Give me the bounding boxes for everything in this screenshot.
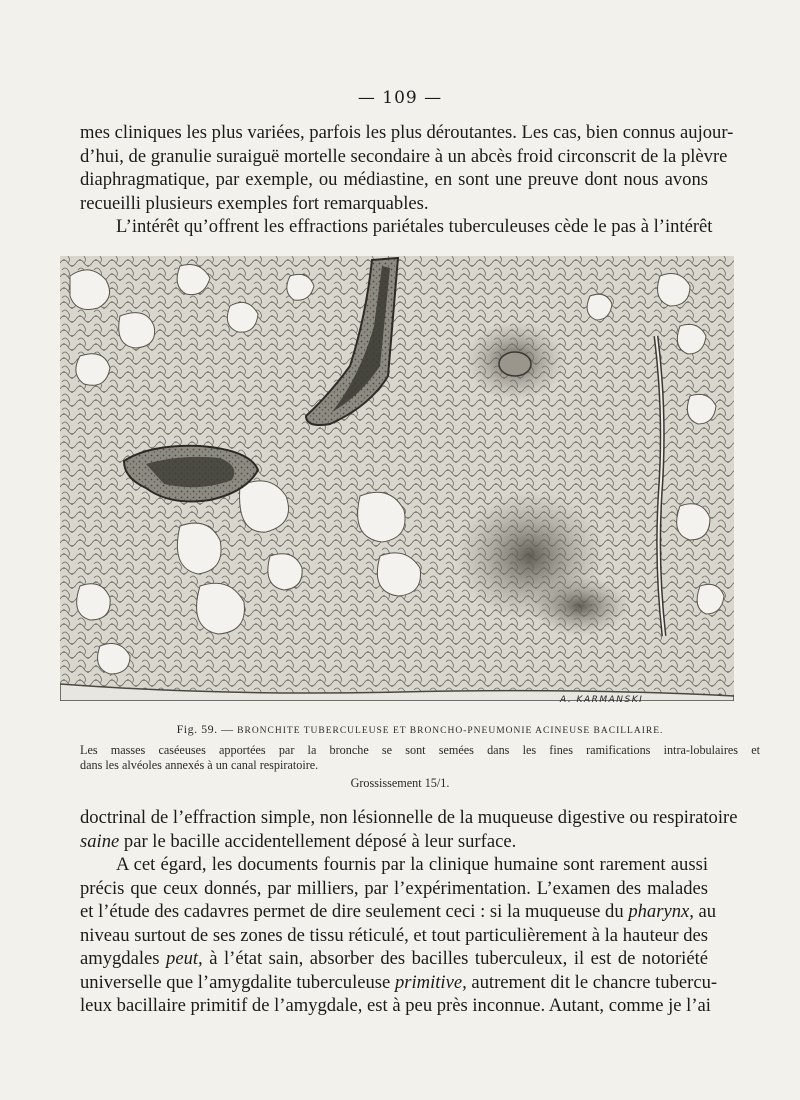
text-fragment: autrement dit le chancre tubercu- — [466, 971, 718, 993]
page-number: — 109 — — [357, 88, 443, 108]
text-fragment: et l’étude des cadavres permet de dire seulement ceci : si la muqueuse du — [80, 901, 629, 922]
text-line — [80, 830, 708, 854]
text-line — [80, 971, 718, 995]
caption-body — [80, 743, 760, 773]
figure-caption — [80, 722, 760, 791]
text-fragment: au — [693, 901, 717, 922]
italic-word: saine — [80, 830, 120, 852]
lung-tissue-drawing — [60, 256, 734, 701]
caption-title-line — [80, 722, 760, 737]
text-fragment: universelle que l’amygdalite tuberculeuse — [80, 971, 395, 993]
histology-illustration — [60, 256, 734, 701]
text-line: mes cliniques les plus variées, parfois les plus déroutantes. Les cas, bien connus aujour- — [80, 122, 734, 143]
text-line: précis que ceux donnés, par milliers, par l’expérimentation. L’examen des malades — [80, 877, 708, 899]
caption-line: dans les alvéoles annexés à un canal respiratoire. — [80, 758, 319, 772]
text-line: doctrinal de l’effraction simple, non lésionnelle de la muqueuse digestive ou respiratoire — [80, 807, 738, 828]
text-line — [80, 947, 708, 971]
italic-word: pharynx, — [628, 901, 694, 922]
text-line: A cet égard, les documents fournis par la clinique humaine sont rarement aussi — [116, 854, 708, 875]
top-paragraph — [80, 121, 734, 239]
figure-title: BRONCHITE TUBERCULEUSE ET BRONCHO-PNEUMONIE ACINEUSE BACILLAIRE. — [237, 726, 664, 736]
text-line: niveau surtout de ses zones de tissu réticulé, et tout particulièrement à la hauteur des — [80, 924, 708, 946]
magnification: Grossissement 15/1. — [350, 776, 450, 790]
continuation-paragraph — [80, 806, 738, 853]
text-line: L’intérêt qu’offrent les effractions pariétales tuberculeuses cède le pas à l’intérêt — [116, 216, 713, 237]
text-fragment: à l’état sain, absorber des bacilles tuberculeux, il est de notoriété — [202, 948, 708, 969]
main-paragraph — [80, 853, 718, 1018]
text-line: diaphragmatique, par exemple, ou médiastine, en sont une preuve dont nous avons — [80, 169, 708, 190]
text-line: d’hui, de granulie suraiguë mortelle secondaire à un abcès froid circonscrit de la plèvre — [80, 145, 728, 167]
text-fragment: par le bacille accidentellement déposé à leur surface. — [119, 830, 517, 852]
caption-line: Les masses caséeuses apportées par la bronche se sont semées dans les fines ramifications intra-lobulaires et — [80, 743, 760, 757]
italic-word: peut, — [166, 948, 203, 969]
artist-signature: A. KARMANSKI — [560, 695, 644, 705]
figure-number: Fig. 59. — — [176, 722, 234, 736]
text-line: recueilli plusieurs exemples fort remarquables. — [80, 192, 429, 214]
text-line: leux bacillaire primitif de l’amygdale, est à peu près inconnue. Autant, comme je l’ai — [80, 995, 711, 1016]
italic-word: primitive, — [394, 971, 467, 993]
text-line — [80, 900, 717, 924]
text-fragment: amygdales — [80, 948, 167, 969]
